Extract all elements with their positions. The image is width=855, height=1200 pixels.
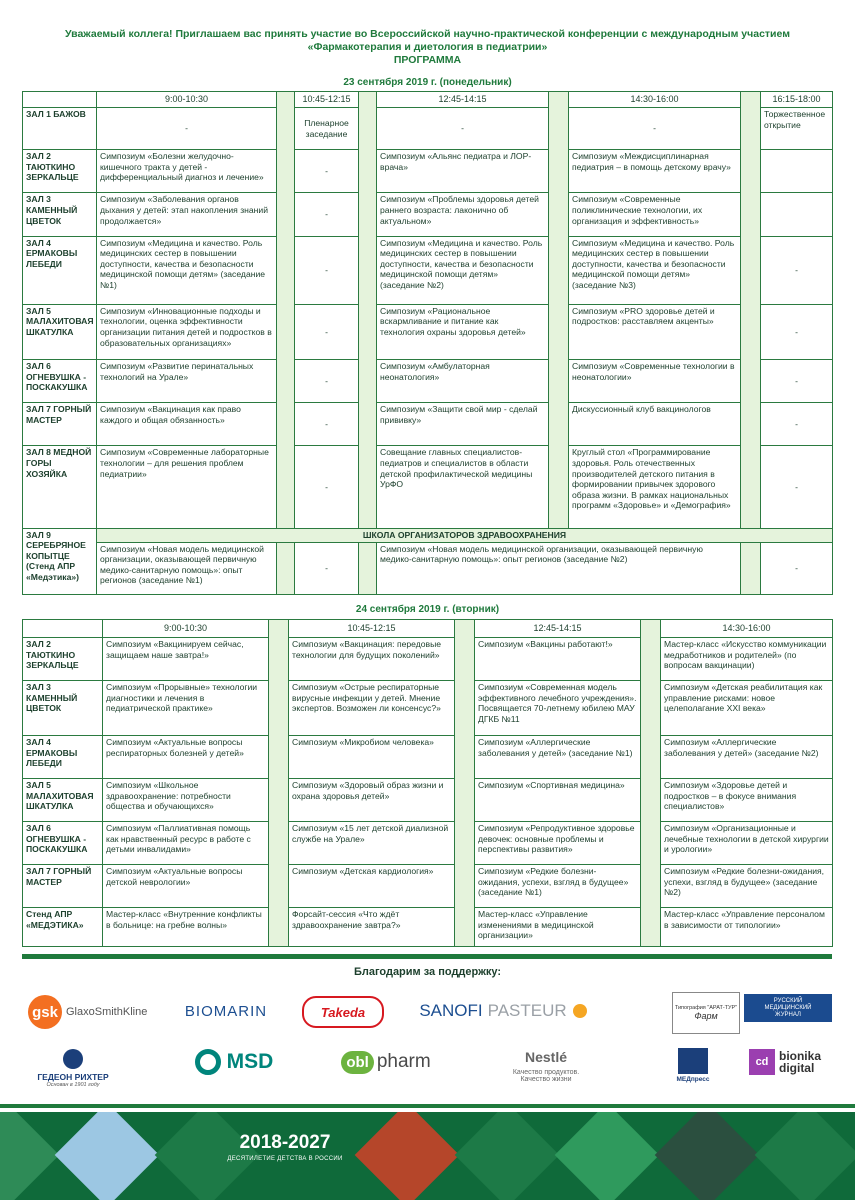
hall-9-cell: [23, 528, 97, 594]
table-row: [23, 638, 833, 681]
session-cell: Симпозиум «Прорывные» технологии диагностики и лечения в педиатрической практике»: [103, 681, 269, 736]
session-cell: Симпозиум «Острые респираторные вирусные инфекции у детей. Мнение экспертов. Возможен ли консенсус?»: [289, 681, 455, 736]
session-cell: Торжественное открытие: [761, 108, 833, 150]
table-row: [23, 403, 833, 446]
break-column: [269, 620, 289, 947]
table-row: [23, 822, 833, 865]
decade-years: 2018-2027: [239, 1132, 331, 1153]
pattern-tile: [0, 1112, 59, 1200]
hall-name: ЗАЛ 5 МАЛАХИТОВАЯ ШКАТУЛКА: [23, 779, 103, 822]
hall-name: ЗАЛ 4 ЕРМАКОВЫ ЛЕБЕДИ: [23, 236, 97, 304]
portrait-artwork: [655, 1112, 760, 1200]
session-cell: Симпозиум «Междисциплинарная педиатрия – в помощь детскому врачу»: [569, 150, 741, 193]
corner-cell: [23, 620, 103, 638]
table-row: [23, 193, 833, 236]
sanofi-word: SANOFI: [419, 1001, 483, 1020]
break-column: [741, 92, 761, 529]
session-cell: -: [761, 542, 833, 594]
session-cell: -: [377, 108, 549, 150]
session-cell: -: [295, 446, 359, 528]
obl-pharm-logo: [338, 1044, 434, 1080]
break-column: [549, 92, 569, 529]
session-cell: Симпозиум «Вакцины работают!»: [475, 638, 641, 681]
table-row: [23, 446, 833, 528]
session-cell: -: [569, 108, 741, 150]
break-column: [277, 542, 295, 594]
session-cell: -: [761, 304, 833, 359]
medpress-name: МЕДпресс: [676, 1075, 710, 1083]
nestle-tagline: Качество жизни: [520, 1076, 572, 1083]
day1-date: 23 сентября 2019 г. (понедельник): [343, 77, 512, 88]
session-cell: Мастер-класс «Управление изменениями в медицинской организации»: [475, 908, 641, 947]
time-slot: 16:15-18:00: [761, 92, 833, 108]
divider: [22, 954, 832, 959]
session-cell: Симпозиум «Вакцинируем сейчас, защищаем наше завтра!»: [103, 638, 269, 681]
session-cell: Симпозиум «Альянс педиатра и ЛОР-врача»: [377, 150, 549, 193]
medpress-logo: [672, 1042, 714, 1088]
time-slot: 14:30-16:00: [569, 92, 741, 108]
footer-band: [0, 1112, 855, 1200]
table-row: [23, 360, 833, 403]
session-cell: -: [97, 108, 277, 150]
richter-name: ГЕДЕОН РИХТЕР: [37, 1071, 109, 1082]
table-row: [23, 108, 833, 150]
session-cell: Симпозиум «Аллергические заболевания у детей» (заседание №2): [661, 736, 833, 779]
takeda-logo: Takeda: [302, 996, 384, 1028]
time-slot: 12:45-14:15: [475, 620, 641, 638]
session-cell: Симпозиум «Медицина и качество. Роль медицинских сестер в повышении доступности, качества и безопасности медицинской помощи детям» (заседание №2): [377, 236, 549, 304]
session-cell: Симпозиум «Проблемы здоровья детей раннего возраста: лаконично об актуальном»: [377, 193, 549, 236]
session-cell: Симпозиум «Современные поликлинические технологии, их организация и эффективность»: [569, 193, 741, 236]
session-cell: Симпозиум «Инновационные подходы и технологии, оценка эффективности организации питания детей и подростков в образовательных организациях»: [97, 304, 277, 359]
session-cell: Дискуссионный клуб вакцинологов: [569, 403, 741, 446]
sponsors-title: Благодарим за поддержку:: [353, 966, 502, 978]
hall-name: ЗАЛ 2 ТАЮТКИНО ЗЕРКАЛЬЦЕ: [23, 150, 97, 193]
hall-name: ЗАЛ 1 БАЖОВ: [23, 108, 97, 150]
session-cell: Симпозиум «Детская реабилитация как управление рисками: новое целеполагание XXI века»: [661, 681, 833, 736]
pharm-word: pharm: [376, 1051, 431, 1072]
session-cell: Симпозиум «Репродуктивное здоровье девочек: основные проблемы и перспективы развития»: [475, 822, 641, 865]
school-banner: ШКОЛА ОРГАНИЗАТОРОВ ЗДРАВООХРАНЕНИЯ: [97, 528, 833, 542]
hall-name: ЗАЛ 3 КАМЕННЫЙ ЦВЕТОК: [23, 681, 103, 736]
session-cell: Симпозиум «Амбулаторная неонатология»: [377, 360, 549, 403]
session-cell: Симпозиум «Паллиативная помощь как нравственный ресурс в работе с детьми инвалидами»: [103, 822, 269, 865]
session-cell: Симпозиум «PRO здоровье детей и подростков: расставляем акценты»: [569, 304, 741, 359]
session-cell: Симпозиум «Аллергические заболевания у детей» (заседание №1): [475, 736, 641, 779]
session-cell: Симпозиум «Организационные и лечебные технологии в детской хирургии и урологии»: [661, 822, 833, 865]
pattern-tile: [755, 1112, 855, 1200]
session-cell: Симпозиум «Заболевания органов дыхания у детей: этап накопления знаний продолжается»: [97, 193, 277, 236]
hall-name: ЗАЛ 6 ОГНЕВУШКА - ПОСКАКУШКА: [23, 360, 97, 403]
hall-name: ЗАЛ 9 СЕРЕБРЯНОЕ КОПЫТЦЕ: [26, 529, 86, 561]
session-cell: Симпозиум «Современные технологии в неонатологии»: [569, 360, 741, 403]
hall-name: ЗАЛ 2 ТАЮТКИНО ЗЕРКАЛЬЦЕ: [23, 638, 103, 681]
sanofi-sun-icon: [573, 1004, 587, 1018]
time-slot: 14:30-16:00: [661, 620, 833, 638]
session-cell: Симпозиум «Вакцинация: передовые технологии для будущих поколений»: [289, 638, 455, 681]
session-cell: Симпозиум «Новая модель медицинской организации, оказывающей первичную медико-санитарную помощь»: опыт регионов (заседание №1): [97, 542, 277, 594]
gsk-logo: [28, 992, 168, 1032]
nestle-logo: [500, 1040, 592, 1092]
table-row: [23, 236, 833, 304]
session-cell: -: [295, 236, 359, 304]
richter-logo: [26, 1038, 120, 1098]
time-slot: 9:00-10:30: [97, 92, 277, 108]
rmj-line: ЖУРНАЛ: [775, 1011, 801, 1018]
hall-name: ЗАЛ 6 ОГНЕВУШКА - ПОСКАКУШКА: [23, 822, 103, 865]
session-cell: Симпозиум «Защити свой мир - сделай прививку»: [377, 403, 549, 446]
typography-logo: [672, 992, 740, 1034]
day1-schedule-table: [22, 91, 833, 595]
session-cell: -: [295, 542, 359, 594]
richter-founded: Основан в 1901 году: [46, 1081, 100, 1088]
typography-name: Типография "АРАТ-ТУР": [674, 1005, 738, 1011]
table-row: [23, 542, 833, 594]
hall-name: Стенд АПР «МЕДЭТИКА»: [23, 908, 103, 947]
hall-name: ЗАЛ 8 МЕДНОЙ ГОРЫ ХОЗЯЙКА: [23, 446, 97, 528]
table-row: [23, 779, 833, 822]
hall-name: ЗАЛ 7 ГОРНЫЙ МАСТЕР: [23, 865, 103, 908]
footer-divider: [0, 1104, 855, 1108]
decade-caption: ДЕСЯТИЛЕТИЕ ДЕТСТВА В РОССИИ: [227, 1156, 343, 1162]
rmj-logo: [744, 994, 832, 1022]
session-cell: -: [295, 193, 359, 236]
break-column: [359, 92, 377, 529]
session-cell: Мастер-класс «Внутренние конфликты в больнице: на гребне волны»: [103, 908, 269, 947]
rmj-line: РУССКИЙ: [773, 997, 803, 1004]
folk-artwork: [355, 1112, 460, 1200]
session-cell: Симпозиум «Детская кардиология»: [289, 865, 455, 908]
session-cell: -: [295, 360, 359, 403]
table-row: [23, 528, 833, 542]
msd-logo: [186, 1044, 282, 1080]
biomarin-logo: BIOMARIN: [184, 1002, 268, 1020]
gsk-mark: gsk: [28, 995, 62, 1029]
session-cell: -: [295, 304, 359, 359]
table-row: [23, 150, 833, 193]
pasteur-word: PASTEUR: [487, 1001, 567, 1020]
session-cell: Симпозиум «Медицина и качество. Роль медицинских сестер в повышении доступности, качества и безопасности медицинской помощи детям» (заседание №1): [97, 236, 277, 304]
medpress-emblem-icon: [678, 1048, 708, 1074]
session-cell: Пленарное заседание: [295, 108, 359, 150]
session-cell: Симпозиум «Актуальные вопросы респираторных болезней у детей»: [103, 736, 269, 779]
session-cell: Круглый стол «Программирование здоровья. Роль отечественных производителей детского питания в формировании привычек здорового образа жизни. В рамках национальных программ «Здоровье» и «Демография»: [569, 446, 741, 528]
session-cell: -: [761, 446, 833, 528]
session-cell: Симпозиум «Новая модель медицинской организации, оказывающей первичную медико-санитарную помощь»: опыт регионов (заседание №2): [377, 542, 741, 594]
program-title: ПРОГРАММА: [393, 54, 462, 66]
winter-artwork: [55, 1112, 160, 1200]
nestle-name: Nestlé: [524, 1049, 568, 1065]
session-cell: Симпозиум «Редкие болезни-ожидания, успехи, взгляд в будущее» (заседание №1): [475, 865, 641, 908]
gsk-name: GlaxoSmithKline: [66, 1006, 148, 1018]
page-header: [0, 28, 855, 67]
lizard-emblem: [555, 1112, 660, 1200]
day2-schedule-table: [22, 619, 833, 947]
digital-word: digital: [778, 1061, 815, 1075]
rmj-line: МЕДИЦИНСКИЙ: [764, 1004, 812, 1011]
hall-name: ЗАЛ 5 МАЛАХИТОВАЯ ШКАТУЛКА: [23, 304, 97, 359]
session-cell: Симпозиум «Актуальные вопросы детской неврологии»: [103, 865, 269, 908]
time-slot: 9:00-10:30: [103, 620, 269, 638]
time-slot: 10:45-12:15: [295, 92, 359, 108]
session-cell: -: [295, 150, 359, 193]
session-cell: Симпозиум «Современные лабораторные технологии – для решения проблем педиатрии»: [97, 446, 277, 528]
session-cell: Симпозиум «Современная модель эффективного лечебного учреждения». Посвящается 70-летнему юбилею МАУ ДГКБ №11: [475, 681, 641, 736]
session-cell: Мастер-класс «Искусство коммуникации медработников и родителей» (по вопросам вакцинации): [661, 638, 833, 681]
session-cell: Симпозиум «Школьное здравоохранение: потребности общества и обучающихся»: [103, 779, 269, 822]
bionika-mark-icon: cd: [749, 1049, 775, 1075]
bionika-word: bionika: [778, 1049, 821, 1063]
session-cell: Симпозиум «Микробиом человека»: [289, 736, 455, 779]
time-slot: 10:45-12:15: [289, 620, 455, 638]
break-column: [277, 92, 295, 529]
hall-name: ЗАЛ 3 КАМЕННЫЙ ЦВЕТОК: [23, 193, 97, 236]
msd-name: MSD: [226, 1050, 274, 1073]
session-cell: -: [761, 360, 833, 403]
hall-name: ЗАЛ 7 ГОРНЫЙ МАСТЕР: [23, 403, 97, 446]
session-cell: Симпозиум «Здоровый образ жизни и охрана здоровья детей»: [289, 779, 455, 822]
day2-date: 24 сентября 2019 г. (вторник): [355, 604, 500, 615]
invitation-text: Уважаемый коллега! Приглашаем вас принять участие во Всероссийской научно-практической конференции с международным участием: [65, 28, 790, 40]
richter-emblem-icon: [63, 1049, 83, 1069]
session-cell: [761, 193, 833, 236]
sanofi-pasteur-logo: [410, 996, 596, 1026]
break-column: [359, 542, 377, 594]
bionika-logo: [736, 1046, 834, 1078]
session-cell: -: [761, 236, 833, 304]
time-slot: 12:45-14:15: [377, 92, 549, 108]
session-cell: Симпозиум «Рациональное вскармливание и питание как технология охраны здоровья детей»: [377, 304, 549, 359]
typography-pharm: Фарм: [694, 1011, 718, 1021]
session-cell: Симпозиум «Вакцинация как право каждого и общая обязанность»: [97, 403, 277, 446]
decade-logo: [220, 1132, 350, 1162]
table-row: [23, 865, 833, 908]
break-column: [741, 542, 761, 594]
session-cell: Симпозиум «Медицина и качество. Роль медицинских сестер в повышении доступности, качества и безопасности медицинской помощи детям» (заседание №3): [569, 236, 741, 304]
obl-mark: obl: [341, 1051, 374, 1074]
session-cell: -: [295, 403, 359, 446]
session-cell: Форсайт-сессия «Что ждёт здравоохранение завтра?»: [289, 908, 455, 947]
session-cell: [761, 150, 833, 193]
session-cell: Симпозиум «Здоровье детей и подростков – в фокусе внимания специалистов»: [661, 779, 833, 822]
session-cell: Симпозиум «15 лет детской диализной службе на Урале»: [289, 822, 455, 865]
corner-cell: [23, 92, 97, 108]
hall-name: ЗАЛ 4 ЕРМАКОВЫ ЛЕБЕДИ: [23, 736, 103, 779]
table-row: [23, 681, 833, 736]
msd-emblem-icon: [195, 1049, 221, 1075]
conference-title: «Фармакотерапия и диетология в педиатрии»: [307, 41, 548, 53]
session-cell: Симпозиум «Развитие перинатальных технологий на Урале»: [97, 360, 277, 403]
nestle-tagline: Качество продуктов.: [512, 1069, 580, 1076]
session-cell: Симпозиум «Редкие болезни-ожидания, успехи, взгляд в будущее» (заседание №2): [661, 865, 833, 908]
session-cell: Мастер-класс «Управление персоналом в зависимости от типологии»: [661, 908, 833, 947]
table-row: [23, 304, 833, 359]
break-column: [641, 620, 661, 947]
table-row: [23, 736, 833, 779]
pattern-tile: [455, 1112, 560, 1200]
table-row: [23, 908, 833, 947]
break-column: [455, 620, 475, 947]
hall-subtitle: (Стенд АПР «Медэтика»): [26, 561, 80, 583]
session-cell: Симпозиум «Спортивная медицина»: [475, 779, 641, 822]
session-cell: Симпозиум «Болезни желудочно-кишечного тракта у детей - дифференциальный диагноз и лечение»: [97, 150, 277, 193]
session-cell: -: [761, 403, 833, 446]
session-cell: Совещание главных специалистов-педиатров и специалистов в области детской профилактической медицины УрФО: [377, 446, 549, 528]
